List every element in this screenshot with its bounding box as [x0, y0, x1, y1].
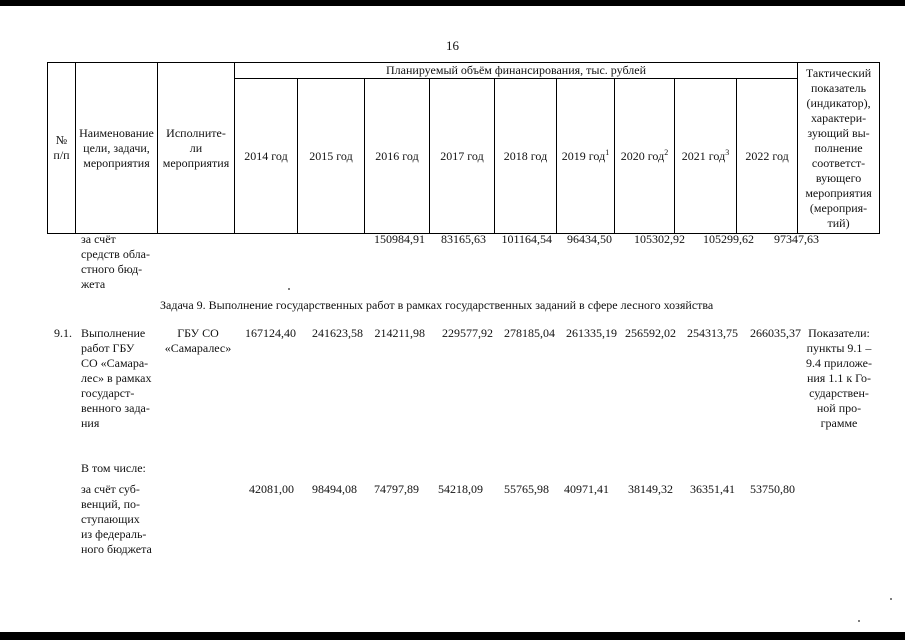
header-indicator: Тактический показатель (индикатор), характери- зующий вы- полнение соответст- вующего мероприятия (мероприя- тий): [798, 63, 880, 234]
value-cell: 105299,62: [703, 232, 754, 246]
including-label: В том числе:: [81, 461, 146, 475]
scan-speck: [890, 598, 892, 600]
item-number: 9.1.: [54, 326, 72, 340]
value-cell: 167124,40: [245, 326, 296, 340]
scan-speck: [288, 288, 290, 290]
header-year: 2022 год: [737, 79, 798, 234]
task-9-heading: Задача 9. Выполнение государственных работ в рамках государственных заданий в сфере лесного хозяйства: [160, 298, 714, 312]
header-year: 2018 год: [495, 79, 557, 234]
value-cell: 266035,37: [750, 326, 801, 340]
row-values-federal-subsidy: [235, 482, 801, 497]
value-cell: 83165,63: [441, 232, 486, 246]
value-cell: 214211,98: [374, 326, 425, 340]
value-cell: 42081,00: [249, 482, 294, 496]
footnote-marker: 3: [725, 147, 730, 157]
scan-speck: [858, 620, 860, 622]
value-cell: 278185,04: [504, 326, 555, 340]
item-name: Выполнение работ ГБУ СО «Самара- лес» в рамках государст- венного зада- ния: [81, 326, 152, 430]
value-cell: 261335,19: [566, 326, 617, 340]
header-year: 2020 год$^2$: [615, 79, 675, 234]
header-executor: Исполните- ли мероприятия: [158, 63, 235, 234]
value-cell: 98494,08: [312, 482, 357, 496]
value-cell: 241623,58: [312, 326, 363, 340]
value-cell: 40971,41: [564, 482, 609, 496]
row-name-federal-subsidy: за счёт суб- венций, по- ступающих из федераль- ного бюджета: [81, 482, 152, 556]
row-values-regional-budget: [235, 232, 819, 247]
row-name-regional-budget: за счёт средств обла- стного бюд- жета: [81, 232, 150, 291]
header-year: 2017 год: [430, 79, 495, 234]
value-cell: 229577,92: [442, 326, 493, 340]
value-cell: 256592,02: [625, 326, 676, 340]
value-cell: 36351,41: [690, 482, 735, 496]
value-cell: 254313,75: [687, 326, 738, 340]
value-cell: 97347,63: [774, 232, 819, 246]
value-cell: 105302,92: [634, 232, 685, 246]
header-planned-financing: Планируемый объём финансирования, тыс. рублей: [235, 63, 798, 79]
value-cell: 53750,80: [750, 482, 795, 496]
footnote-marker: 2: [664, 147, 669, 157]
value-cell: 55765,98: [504, 482, 549, 496]
header-year: 2016 год: [365, 79, 430, 234]
value-cell: 150984,91: [374, 232, 425, 246]
item-indicator: Показатели: пункты 9.1 – 9.4 приложе- ния 1.1 к Го- сударствен- ной про- грамме: [806, 326, 872, 430]
header-year: 2021 год$^3$: [675, 79, 737, 234]
table-header: [47, 62, 880, 234]
top-border: [0, 0, 905, 6]
header-year: 2014 год: [235, 79, 298, 234]
value-cell: 74797,89: [374, 482, 419, 496]
header-name: Наименование цели, задачи, мероприятия: [76, 63, 158, 234]
header-year: 2019 год$^1$: [557, 79, 615, 234]
bottom-border: [0, 632, 905, 640]
value-cell: 54218,09: [438, 482, 483, 496]
header-year: 2015 год: [298, 79, 365, 234]
value-cell: 96434,50: [567, 232, 612, 246]
value-cell: 101164,54: [501, 232, 552, 246]
item-values: [235, 326, 801, 341]
footnote-marker: 1: [605, 147, 610, 157]
item-executor: ГБУ СО «Самаралес»: [164, 326, 232, 355]
page-number: 16: [446, 38, 459, 53]
value-cell: 38149,32: [628, 482, 673, 496]
header-num: № п/п: [48, 63, 76, 234]
